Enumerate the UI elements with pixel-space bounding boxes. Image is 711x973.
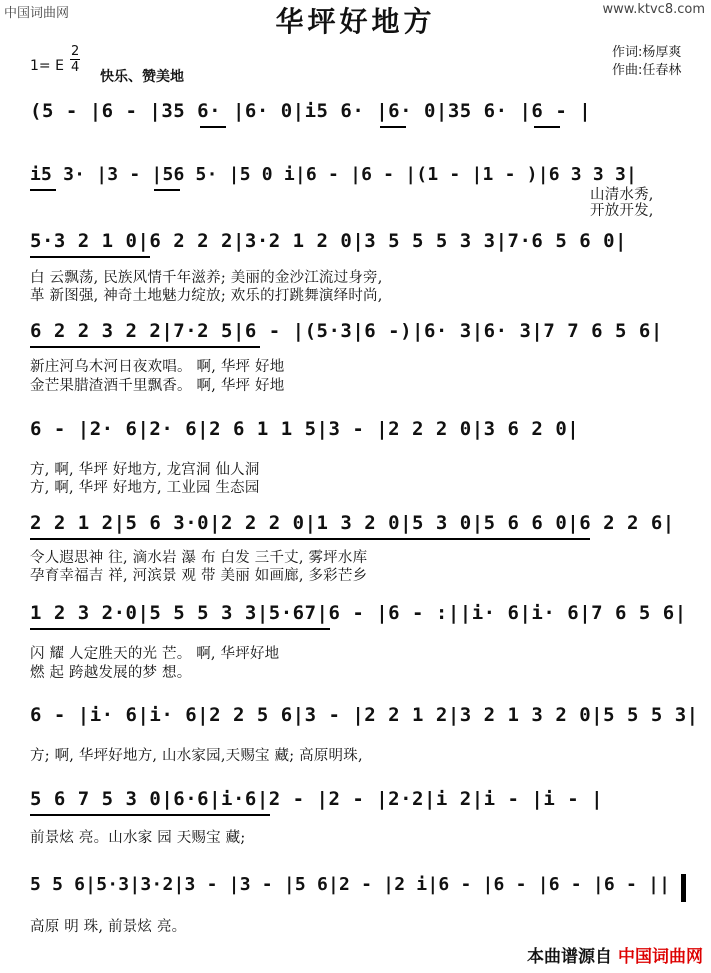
duration-beam (154, 189, 180, 191)
score-line-notes: (5 - |6 - |35 6· |6· 0|i5 6· |6· 0|35 6· |6 - | (30, 100, 592, 122)
lyric-line: 金芒果腊渣酒千里飘香。 啊, 华坪 好地 (30, 378, 285, 394)
duration-beam (534, 126, 560, 128)
lyric-line: 闪 耀 人定胜天的光 芒。 啊, 华坪好地 (30, 646, 280, 662)
duration-beam (30, 256, 150, 258)
song-title: 华坪好地方 (275, 5, 436, 38)
lyric-line: 前景炫 亮。山水家 园 天赐宝 藏; (30, 830, 246, 846)
duration-beam (200, 126, 226, 128)
lyricist-credit: 作词:杨厚爽 (612, 45, 682, 60)
final-barline (681, 874, 686, 902)
score-line-notes: 2 2 1 2|5 6 3·0|2 2 2 0|1 3 2 0|5 3 0|5 6 6 0|6 2 2 6| (30, 512, 675, 534)
key-signature: 1= E (30, 58, 64, 74)
lyric-line: 孕育幸福吉 祥, 河滨景 观 带 美丽 如画廊, 多彩芒乡 (30, 568, 368, 584)
watermark-right: www.ktvc8.com (602, 2, 705, 17)
score-line-notes: 6 - |i· 6|i· 6|2 2 5 6|3 - |2 2 1 2|3 2 1 3 2 0|5 5 5 3| (30, 704, 699, 726)
lyric-line: 开放开发, (590, 203, 654, 219)
score-line-notes: 5 6 7 5 3 0|6·6|i·6|2 - |2 - |2·2|i 2|i - |i - | (30, 788, 604, 810)
lyric-line: 新庄河乌木河日夜欢唱。 啊, 华坪 好地 (30, 359, 285, 375)
source-footer (527, 942, 703, 967)
lyric-line: 令人遐思神 往, 滴水岩 瀑 布 白发 三千丈, 雾坪水库 (30, 550, 368, 566)
lyric-line: 方, 啊, 华坪 好地方, 龙宫洞 仙人洞 (30, 462, 260, 478)
duration-beam (30, 814, 270, 816)
score-line-notes: 1 2 3 2·0|5 5 5 3 3|5·67|6 - |6 - :||i· 6|i· 6|7 6 5 6| (30, 602, 687, 624)
duration-beam (30, 346, 260, 348)
lyric-line: 燃 起 跨越发展的梦 想。 (30, 665, 192, 681)
lyric-line: 白 云飘荡, 民族风情千年滋养; 美丽的金沙江流过身旁, (30, 270, 383, 286)
lyric-line: 方; 啊, 华坪好地方, 山水家园,天赐宝 藏; 高原明珠, (30, 748, 363, 764)
credits (612, 44, 681, 80)
source-label: 本曲谱源自 (527, 947, 612, 967)
duration-beam (380, 126, 406, 128)
meter-bottom: 4 (71, 60, 80, 75)
tempo-marking: 快乐、赞美地 (100, 69, 184, 85)
source-site-name: 中国词曲网 (618, 947, 703, 967)
lyric-line: 方, 啊, 华坪 好地方, 工业园 生态园 (30, 480, 260, 496)
lyric-line: 山清水秀, (590, 187, 654, 203)
score-line-notes: 6 - |2· 6|2· 6|2 6 1 1 5|3 - |2 2 2 0|3 6 2 0| (30, 418, 580, 440)
watermark-left: 中国词曲网 (4, 6, 70, 21)
lyric-line: 高原 明 珠, 前景炫 亮。 (30, 919, 187, 935)
score-line-notes: 6 2 2 3 2 2|7·2 5|6 - |(5·3|6 -)|6· 3|6· 3|7 7 6 5 6| (30, 320, 663, 342)
time-signature (70, 44, 80, 75)
meter-top: 2 (71, 44, 80, 59)
duration-beam (30, 538, 590, 540)
score-line-notes: 5 5 6|5·3|3·2|3 - |3 - |5 6|2 - |2 i|6 - |6 - |6 - |6 - || (30, 874, 671, 895)
duration-beam (30, 628, 330, 630)
composer-credit: 作曲:任春林 (612, 63, 682, 78)
score-line-notes: 5·3 2 1 0|6 2 2 2|3·2 1 2 0|3 5 5 5 3 3|7·6 5 6 0| (30, 230, 627, 252)
score-line-notes: i5 3· |3 - |56 5· |5 0 i|6 - |6 - |(1 - |1 - )|6 3 3 3| (30, 164, 638, 185)
lyric-line: 革 新图强, 神奇土地魅力绽放; 欢乐的打跳舞演绎时尚, (30, 288, 383, 304)
duration-beam (30, 189, 56, 191)
